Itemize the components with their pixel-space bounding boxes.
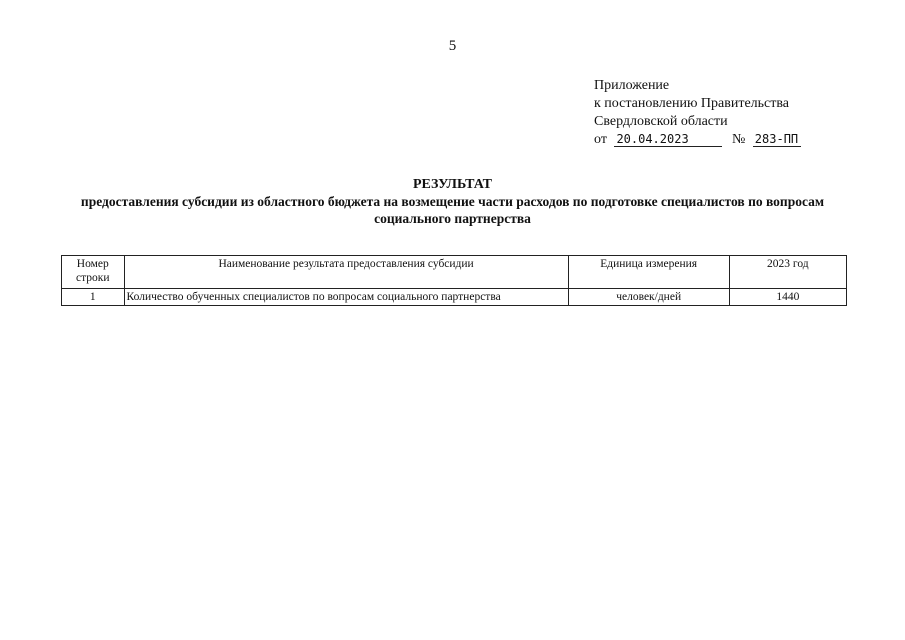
number-sign: № xyxy=(731,132,746,147)
result-table xyxy=(61,255,847,306)
approval-line xyxy=(594,131,801,149)
cell-row-number: 1 xyxy=(62,289,125,306)
header-result-name: Наименование результата предоставления субсидии xyxy=(124,256,568,289)
table-header-row xyxy=(62,256,847,289)
appendix-label: Приложение xyxy=(594,78,670,93)
appendix-region: Свердловской области xyxy=(594,114,728,129)
document-title: РЕЗУЛЬТАТ xyxy=(412,177,493,192)
appendix-block xyxy=(594,77,801,149)
cell-result-name: Количество обученных специалистов по вопросам социального партнерства xyxy=(124,289,568,306)
table-row xyxy=(62,289,847,306)
header-unit: Единица измерения xyxy=(568,256,729,289)
header-year: 2023 год xyxy=(729,256,846,289)
cell-unit: человек/дней xyxy=(568,289,729,306)
header-row-number: Номер строки xyxy=(62,256,125,289)
page-number: 5 xyxy=(448,38,457,54)
cell-value: 1440 xyxy=(729,289,846,306)
approval-number: 283-ПП xyxy=(753,132,801,147)
appendix-resolution: к постановлению Правительства xyxy=(594,96,790,111)
date-prefix: от xyxy=(594,132,607,147)
approval-date: 20.04.2023 xyxy=(614,132,722,147)
document-subtitle: предоставления субсидии из областного бюджета на возмещение части расходов по подготовке специалистов по вопросам социального партнерства xyxy=(80,194,825,226)
